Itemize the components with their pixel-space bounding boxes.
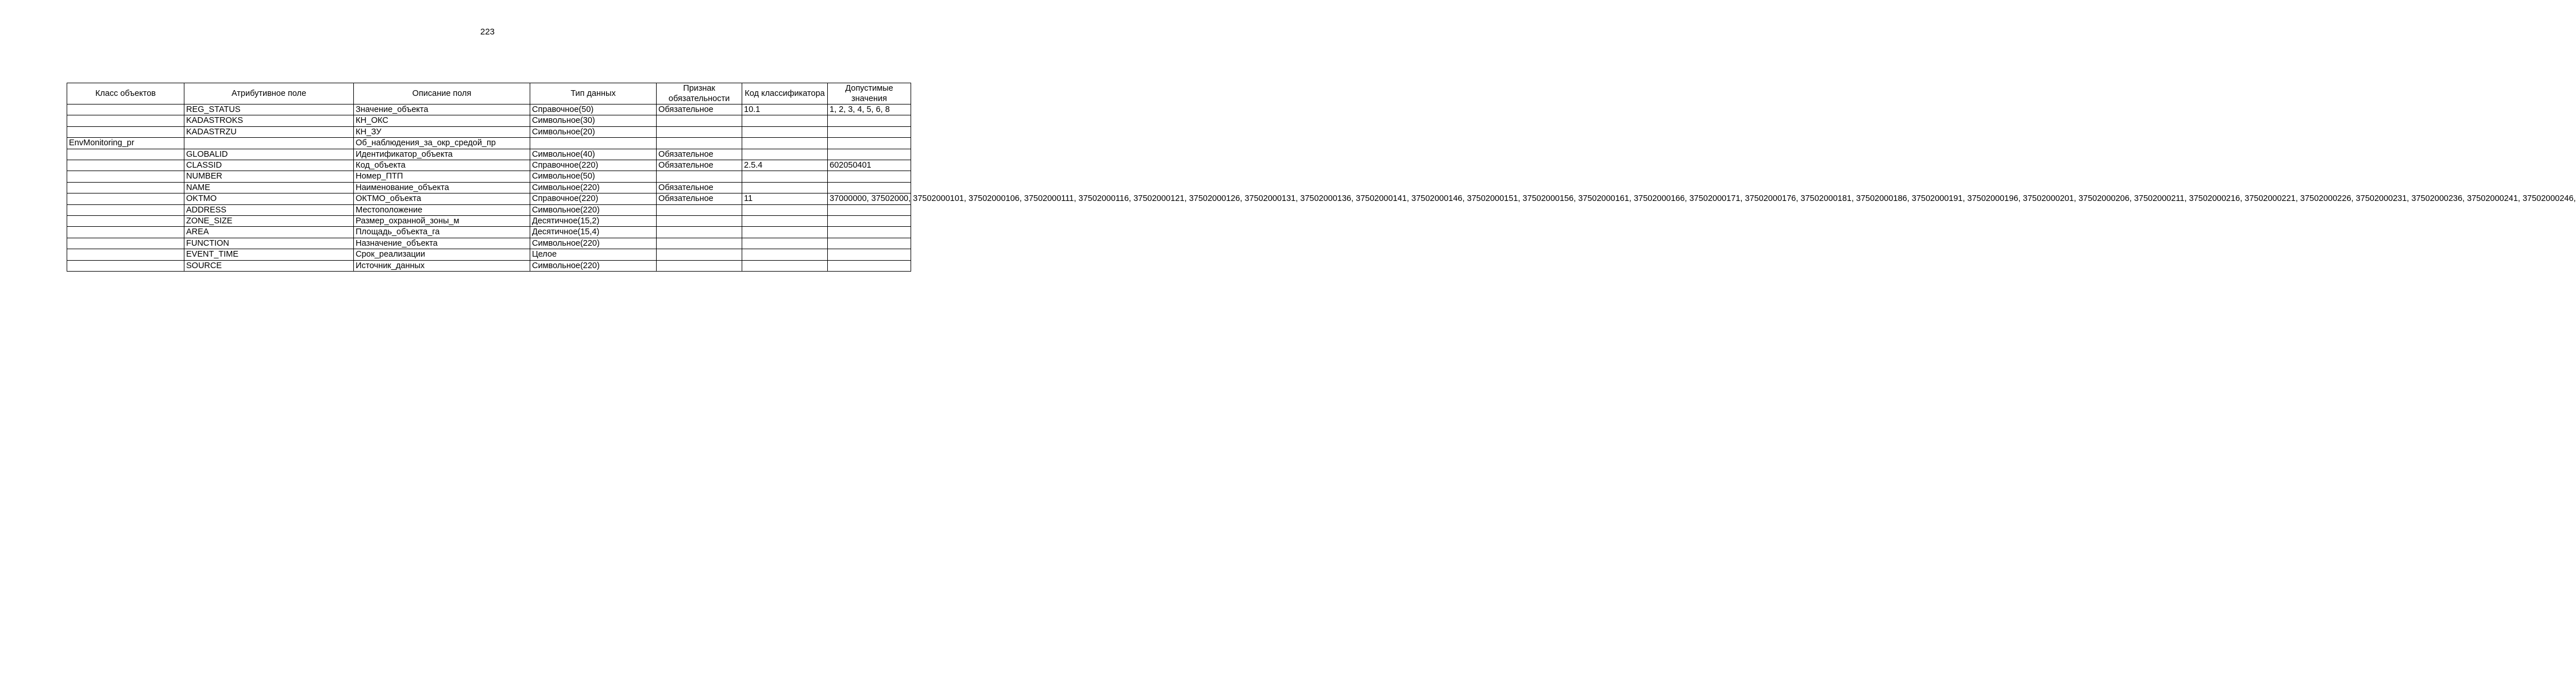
cell-required-flag: Обязательное <box>657 149 742 160</box>
cell-attribute-field: EVENT_TIME <box>184 249 354 260</box>
cell-data-type: Символьное(30) <box>530 115 657 126</box>
cell-required-flag <box>657 260 742 271</box>
cell-field-description: ОКТМО_объекта <box>354 193 530 204</box>
cell-allowed-values: 37000000, 37502000, 37502000101, 37502000106, 37502000111, 37502000116, 37502000121, 37502000126, 37502000131, 37502000136, 37502000141, 37502000146, 37502000151, 37502000156, 37502000161, 37502000166, 37502000171, 37502000176, 37502000181, 37502000186, 37502000191, 37502000196, 37502000201, 37502000206, 37502000211, 37502000216, 37502000221, 37502000226, 37502000231, 37502000236, 37502000241, 37502000246, <box>828 193 911 204</box>
cell-classifier-code: 11 <box>742 193 828 204</box>
header-row <box>67 83 911 104</box>
table-row <box>67 204 911 215</box>
cell-data-type: Символьное(220) <box>530 260 657 271</box>
cell-data-type: Десятичное(15,2) <box>530 216 657 227</box>
cell-allowed-values: 602050401 <box>828 160 911 171</box>
cell-field-description: Наименование_объекта <box>354 182 530 193</box>
cell-required-flag <box>657 138 742 149</box>
cell-required-flag <box>657 249 742 260</box>
cell-object-class <box>67 249 184 260</box>
cell-object-class <box>67 227 184 238</box>
cell-data-type: Символьное(220) <box>530 182 657 193</box>
cell-field-description: Срок_реализации <box>354 249 530 260</box>
cell-required-flag <box>657 204 742 215</box>
cell-attribute-field: NUMBER <box>184 171 354 182</box>
cell-object-class <box>67 171 184 182</box>
cell-attribute-field: NAME <box>184 182 354 193</box>
cell-allowed-values <box>828 182 911 193</box>
cell-object-class <box>67 115 184 126</box>
table-row <box>67 115 911 126</box>
header-classifier-code: Код классификатора <box>742 83 828 104</box>
cell-attribute-field: SOURCE <box>184 260 354 271</box>
table-row <box>67 249 911 260</box>
cell-classifier-code <box>742 216 828 227</box>
cell-field-description: Назначение_объекта <box>354 238 530 249</box>
cell-allowed-values <box>828 126 911 137</box>
cell-data-type: Справочное(220) <box>530 160 657 171</box>
cell-allowed-values <box>828 249 911 260</box>
cell-attribute-field: OKTMO <box>184 193 354 204</box>
table-row <box>67 171 911 182</box>
table-row <box>67 260 911 271</box>
cell-field-description: Размер_охранной_зоны_м <box>354 216 530 227</box>
cell-required-flag: Обязательное <box>657 182 742 193</box>
table-row <box>67 138 911 149</box>
cell-field-description: Номер_ПТП <box>354 171 530 182</box>
table-row <box>67 182 911 193</box>
cell-data-type <box>530 138 657 149</box>
cell-field-description: КН_ЗУ <box>354 126 530 137</box>
cell-classifier-code: 10.1 <box>742 104 828 115</box>
cell-object-class <box>67 182 184 193</box>
cell-required-flag: Обязательное <box>657 193 742 204</box>
cell-classifier-code <box>742 227 828 238</box>
cell-data-type: Символьное(220) <box>530 238 657 249</box>
cell-data-type: Символьное(20) <box>530 126 657 137</box>
cell-attribute-field: GLOBALID <box>184 149 354 160</box>
cell-object-class <box>67 149 184 160</box>
cell-classifier-code <box>742 182 828 193</box>
cell-attribute-field: KADASTRZU <box>184 126 354 137</box>
table-row <box>67 104 911 115</box>
cell-required-flag <box>657 126 742 137</box>
cell-allowed-values <box>828 149 911 160</box>
cell-required-flag <box>657 216 742 227</box>
header-attribute-field: Атрибутивное поле <box>184 83 354 104</box>
cell-classifier-code <box>742 149 828 160</box>
cell-attribute-field: ZONE_SIZE <box>184 216 354 227</box>
cell-object-class <box>67 260 184 271</box>
cell-attribute-field: REG_STATUS <box>184 104 354 115</box>
cell-object-class <box>67 104 184 115</box>
cell-field-description: Значение_объекта <box>354 104 530 115</box>
cell-allowed-values <box>828 238 911 249</box>
cell-required-flag <box>657 171 742 182</box>
cell-allowed-values <box>828 216 911 227</box>
cell-data-type: Справочное(220) <box>530 193 657 204</box>
cell-object-class <box>67 160 184 171</box>
cell-attribute-field: CLASSID <box>184 160 354 171</box>
cell-object-class <box>67 216 184 227</box>
cell-required-flag <box>657 238 742 249</box>
header-field-description: Описание поля <box>354 83 530 104</box>
header-required-flag: Признак обязательности <box>657 83 742 104</box>
cell-field-description: Источник_данных <box>354 260 530 271</box>
cell-data-type: Символьное(50) <box>530 171 657 182</box>
cell-data-type: Символьное(40) <box>530 149 657 160</box>
cell-classifier-code <box>742 249 828 260</box>
cell-required-flag <box>657 227 742 238</box>
cell-allowed-values <box>828 204 911 215</box>
cell-object-class <box>67 238 184 249</box>
cell-field-description: Площадь_объекта_га <box>354 227 530 238</box>
cell-required-flag <box>657 115 742 126</box>
cell-attribute-field: KADASTROKS <box>184 115 354 126</box>
cell-attribute-field <box>184 138 354 149</box>
cell-object-class <box>67 204 184 215</box>
cell-allowed-values <box>828 227 911 238</box>
cell-attribute-field: AREA <box>184 227 354 238</box>
cell-allowed-values <box>828 260 911 271</box>
cell-classifier-code: 2.5.4 <box>742 160 828 171</box>
table-row <box>67 160 911 171</box>
cell-classifier-code <box>742 138 828 149</box>
cell-allowed-values <box>828 171 911 182</box>
page-number: 223 <box>480 27 495 37</box>
header-object-class: Класс объектов <box>67 83 184 104</box>
cell-data-type: Десятичное(15,4) <box>530 227 657 238</box>
cell-data-type: Целое <box>530 249 657 260</box>
header-data-type: Тип данных <box>530 83 657 104</box>
table-row <box>67 216 911 227</box>
table-body <box>67 104 2576 272</box>
cell-data-type: Справочное(50) <box>530 104 657 115</box>
cell-field-description: КН_ОКС <box>354 115 530 126</box>
table-row <box>67 126 911 137</box>
cell-classifier-code <box>742 238 828 249</box>
cell-field-description: Код_объекта <box>354 160 530 171</box>
cell-attribute-field: ADDRESS <box>184 204 354 215</box>
cell-required-flag: Обязательное <box>657 104 742 115</box>
cell-allowed-values: 1, 2, 3, 4, 5, 6, 8 <box>828 104 911 115</box>
cell-classifier-code <box>742 115 828 126</box>
cell-classifier-code <box>742 260 828 271</box>
cell-field-description: Идентификатор_объекта <box>354 149 530 160</box>
cell-allowed-values <box>828 138 911 149</box>
table-row <box>67 149 911 160</box>
cell-classifier-code <box>742 171 828 182</box>
cell-field-description: Об_наблюдения_за_окр_средой_пр <box>354 138 530 149</box>
table-row <box>67 238 911 249</box>
cell-data-type: Символьное(220) <box>530 204 657 215</box>
cell-object-class <box>67 193 184 204</box>
table-row <box>67 193 911 204</box>
cell-allowed-values <box>828 115 911 126</box>
cell-classifier-code <box>742 204 828 215</box>
cell-required-flag: Обязательное <box>657 160 742 171</box>
cell-attribute-field: FUNCTION <box>184 238 354 249</box>
table-row <box>67 227 911 238</box>
attribute-table <box>67 83 2576 272</box>
cell-object-class <box>67 126 184 137</box>
header-allowed-values: Допустимые значения <box>828 83 911 104</box>
table-header <box>67 83 911 104</box>
cell-classifier-code <box>742 126 828 137</box>
cell-field-description: Местоположение <box>354 204 530 215</box>
cell-object-class: EnvMonitoring_pr <box>67 138 184 149</box>
